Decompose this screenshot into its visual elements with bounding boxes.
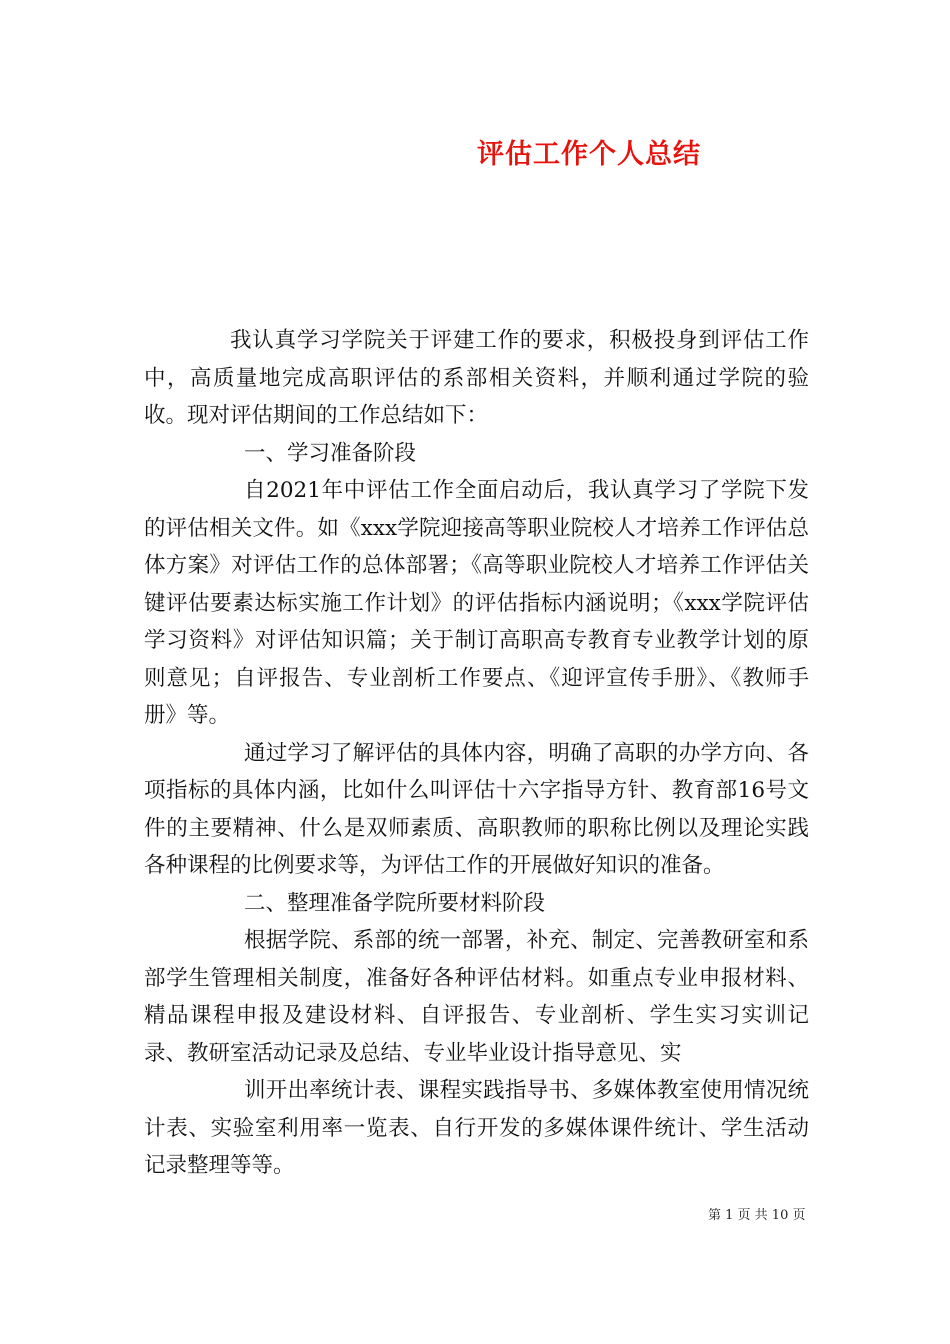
paragraph-materials-continued: 训开出率统计表、课程实践指导书、多媒体教室使用情况统计表、实验室利用率一览表、自行开发的多媒体课件统计、学生活动记录整理等等。 <box>144 1078 809 1178</box>
page-number: 第 1 页 共 10 页 <box>708 1208 806 1223</box>
section-heading-1: 一、学习准备阶段 <box>244 440 417 466</box>
section-heading-2: 二、整理准备学院所要材料阶段 <box>244 890 546 916</box>
paragraph-materials: 根据学院、系部的统一部署，补充、制定、完善教研室和系部学生管理相关制度，准备好各种评估材料。如重点专业申报材料、精品课程申报及建设材料、自评报告、专业剖析、学生实习实训记录、教研室活动记录及总结、专业毕业设计指导意见、实 <box>144 928 809 1066</box>
paragraph-intro: 我认真学习学院关于评建工作的要求，积极投身到评估工作中，高质量地完成高职评估的系部相关资料，并顺利通过学院的验收。现对评估期间的工作总结如下： <box>144 328 809 428</box>
paragraph-study-documents: 自2021年中评估工作全面启动后，我认真学习了学院下发的评估相关文件。如《xxx学院迎接高等职业院校人才培养工作评估总体方案》对评估工作的总体部署；《高等职业院校人才培养工作评估关键评估要素达标实施工作计划》的评估指标内涵说明；《xxx学院评估学习资料》对评估知识篇；关于制订高职高专教育专业教学计划的原则意见；自评报告、专业剖析工作要点、《迎评宣传手册》、《教师手册》等。 <box>144 478 809 728</box>
document-body <box>144 322 809 1185</box>
document-title: 评估工作个人总结 <box>477 139 701 170</box>
paragraph-study-outcome: 通过学习了解评估的具体内容，明确了高职的办学方向、各项指标的具体内涵，比如什么叫评估十六字指导方针、教育部16号文件的主要精神、什么是双师素质、高职教师的职称比例以及理论实践各种课程的比例要求等，为评估工作的开展做好知识的准备。 <box>144 740 809 878</box>
